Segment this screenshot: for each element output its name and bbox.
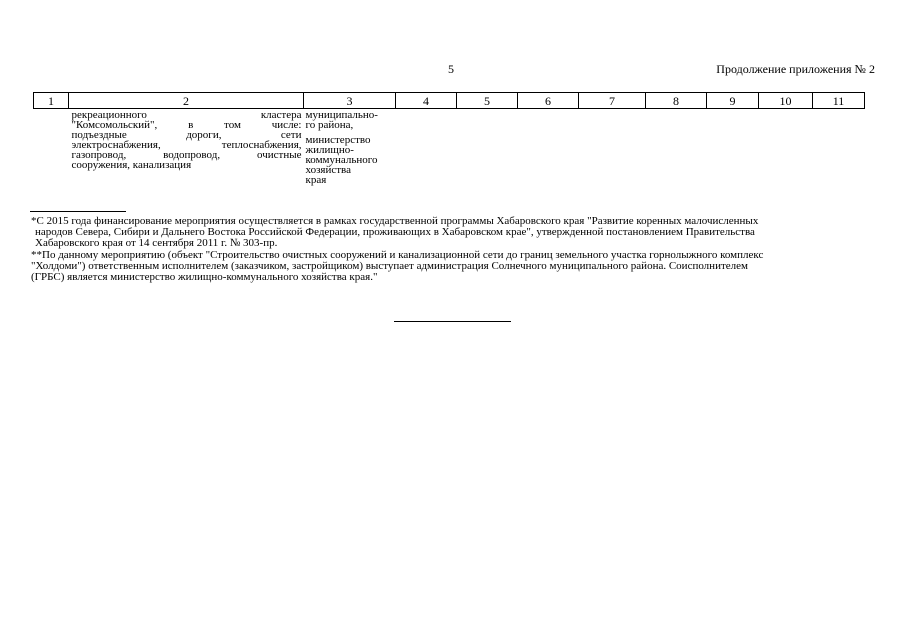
text-line: коммунального <box>305 154 378 166</box>
column-header: 5 <box>457 93 518 109</box>
column-header: 4 <box>396 93 457 109</box>
column-header: 10 <box>759 93 813 109</box>
cell-col6 <box>518 109 579 186</box>
page-number: 5 <box>448 62 454 76</box>
text-line: го района, <box>305 119 354 131</box>
footnote-2 <box>31 250 874 283</box>
footnote-line: **По данному мероприятию (объект "Строительство очистных сооружений и канализационной сети до границ земельного участка горнолыжного комплекс <box>31 249 764 261</box>
text-line: "Комсомольский", в том числе: <box>71 119 302 131</box>
column-header: 6 <box>518 93 579 109</box>
text-line: хозяйства <box>305 164 351 176</box>
column-header: 2 <box>69 93 304 109</box>
column-header: 11 <box>813 93 865 109</box>
footnote-line: (ГРБС) является министерство жилищно-коммунального хозяйства края." <box>31 271 378 283</box>
footnote-line: Хабаровского края от 14 сентября 2011 г. № 303-пр. <box>35 237 278 249</box>
text-line: газопровод, водопровод, очистные <box>71 149 302 161</box>
measure-description-cell <box>69 109 304 186</box>
text-line: подъездные дороги, сети <box>71 129 302 141</box>
cell-col5 <box>457 109 518 186</box>
cell-col7 <box>579 109 646 186</box>
footnote-line: *С 2015 года финансирование мероприятия осуществляется в рамках государственной программы Хабаровского края "Развитие коренных малочисленных <box>31 215 759 227</box>
text-line: сооружения, канализация <box>71 159 192 171</box>
footnote-line: народов Севера, Сибири и Дальнего Востока Российской Федерации, проживающих в Хабаровском крае", утвержденной постановлением Правительства <box>35 226 755 238</box>
cell-col9 <box>707 109 759 186</box>
column-number-row <box>34 93 865 109</box>
continuation-label: Продолжение приложения № 2 <box>716 62 875 76</box>
text-line: электроснабжения, теплоснабжения, <box>71 139 302 151</box>
column-header: 3 <box>304 93 396 109</box>
cell-col4 <box>396 109 457 186</box>
cell-col11 <box>813 109 865 186</box>
footnote-1 <box>31 216 874 249</box>
text-line: министерство <box>305 134 371 146</box>
table-row <box>34 109 865 186</box>
text-line: края <box>305 174 327 186</box>
footnote-line: "Холдоми") ответственным исполнителем (заказчиком, застройщиком) выступает администрация Солнечного муниципального района. Соисполнителем <box>31 260 748 272</box>
text-line: рекреационного кластера <box>71 109 302 121</box>
column-header: 9 <box>707 93 759 109</box>
cell-col8 <box>646 109 707 186</box>
column-header: 1 <box>34 93 69 109</box>
appendix-table <box>33 92 865 185</box>
footnote-separator <box>30 211 126 212</box>
executor-cell <box>304 109 396 186</box>
end-of-document-line <box>394 321 511 322</box>
text-line: муниципально- <box>305 109 378 121</box>
cell-col10 <box>759 109 813 186</box>
column-header: 8 <box>646 93 707 109</box>
column-header: 7 <box>579 93 646 109</box>
cell-col1 <box>34 109 69 186</box>
text-line: жилищно- <box>305 144 354 156</box>
